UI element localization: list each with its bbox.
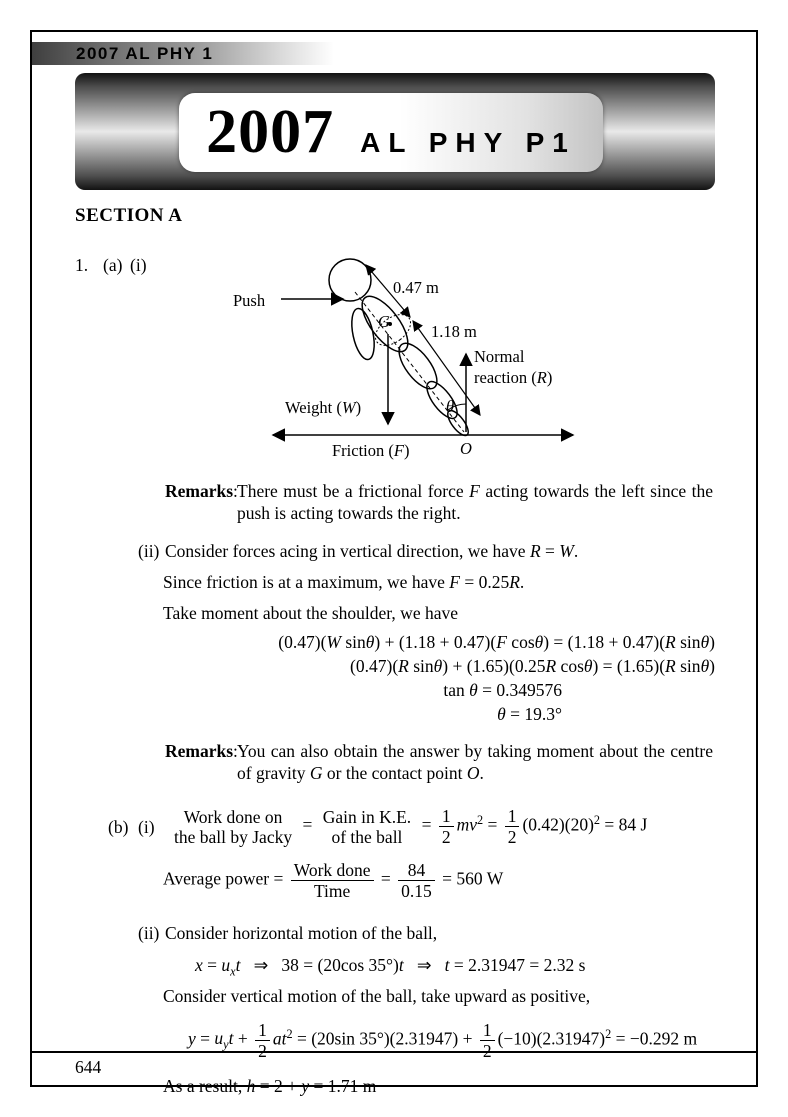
dimension-118-label: 1.18 m bbox=[431, 322, 477, 341]
remarks-2 bbox=[165, 740, 713, 784]
moment-equations bbox=[163, 630, 715, 726]
work-energy-equation: Work done on the ball by Jacky = Gain in K.E. of the ball = $\frac{1}{2}$ $mv^2$ = $\frac{1}{2}$ $(0.42)(20)^2 = 84$ J bbox=[174, 806, 648, 848]
question-subpart-i: (i) bbox=[130, 255, 147, 275]
remarks-1 bbox=[165, 480, 713, 524]
solution-vertical-line: Consider vertical motion of the ball, take upward as positive, bbox=[163, 985, 591, 1006]
remarks-label: Remarks: bbox=[165, 481, 238, 501]
push-label: Push bbox=[233, 291, 266, 310]
center-of-gravity-label: G bbox=[378, 312, 390, 331]
remarks-label-2: Remarks: bbox=[165, 741, 238, 761]
average-power-equation: Average power = $\frac{\text{Work done}}{\text{Time}}$ = $\frac{84}{0.15}$ = 560 W bbox=[163, 860, 504, 902]
arm bbox=[348, 306, 378, 361]
projectile-y-equation: $y = u_yt$ + $\frac{1}{2}$ $at^2 = (20\sin$ 35°)(2.31947) + $\frac{1}{2}$ $(-10)(2.31947)^2 = -0.292$ m bbox=[188, 1019, 698, 1061]
theta-label: θ bbox=[446, 397, 455, 416]
title-banner-text bbox=[206, 97, 576, 168]
solution-moment-line: Take moment about the shoulder, we have bbox=[163, 603, 458, 623]
question-1-row bbox=[75, 254, 713, 472]
dimension-047-label: 0.47 m bbox=[393, 278, 439, 297]
part-b-label: (b) bbox=[108, 816, 129, 837]
remarks-1-text: There must be a frictional force F acting towards the left since the push is acting towards the right. bbox=[237, 481, 714, 523]
gravity-center-outline bbox=[370, 308, 416, 351]
physics-diagram bbox=[233, 254, 605, 472]
torso-lower bbox=[392, 337, 444, 395]
solution-b-ii-row bbox=[138, 922, 713, 944]
head-circle bbox=[329, 259, 371, 301]
subpart-ii-label: (ii) bbox=[138, 541, 160, 561]
solution-friction-line: Since friction is at a maximum, we have F = 0.25R. bbox=[163, 572, 525, 592]
contact-point-label: O bbox=[460, 439, 472, 458]
remarks-2-text: You can also obtain the answer by taking moment about the centre of gravity G or the contact point O. bbox=[237, 741, 713, 783]
question-label bbox=[75, 254, 155, 276]
page-number: 644 bbox=[75, 1057, 102, 1077]
title-banner-panel bbox=[179, 93, 603, 172]
b-subpart-i-label: (i) bbox=[138, 816, 155, 837]
title-banner bbox=[75, 73, 715, 190]
normal-reaction-label: Normal reaction (R) bbox=[474, 347, 553, 387]
question-part-a: (a) bbox=[103, 255, 123, 275]
section-title: SECTION A bbox=[75, 205, 183, 226]
equation-1: (0.47)(W sinθ) + (1.18 + 0.47)(F cosθ) = (1.18 + 0.47)(R sinθ) bbox=[278, 632, 715, 652]
weight-label: Weight (W) bbox=[285, 398, 362, 417]
projectile-time-equation: $x = u_xt$ ⇒ 38 = (20cos 35°)t ⇒ t = 2.31947 = 2.32 s bbox=[195, 954, 586, 978]
equation-4: θ = 19.3° bbox=[497, 704, 562, 724]
b-subpart-ii-label: (ii) bbox=[138, 922, 160, 943]
document-content bbox=[32, 205, 756, 1097]
solution-a-ii-text: Consider forces acing in vertical direction, we have R = W. bbox=[165, 541, 579, 561]
solution-b-i-row bbox=[108, 806, 713, 847]
solution-b-ii-text: Consider horizontal motion of the ball, bbox=[165, 922, 438, 943]
friction-label: Friction (F) bbox=[332, 441, 410, 460]
header-strip-title: 2007 AL PHY 1 bbox=[76, 43, 214, 63]
question-number: 1. bbox=[75, 255, 89, 275]
result-line: As a result, h = 2 + y = 1.71 m bbox=[163, 1075, 377, 1096]
solution-a-ii-row bbox=[138, 540, 713, 562]
footer-rule bbox=[32, 1051, 756, 1053]
banner-title: AL PHY P1 bbox=[360, 127, 576, 158]
header-strip bbox=[32, 42, 334, 65]
leg bbox=[422, 377, 463, 423]
equation-3: tan θ = 0.349576 bbox=[443, 680, 562, 700]
banner-year: 2007 bbox=[206, 98, 335, 166]
equation-2: (0.47)(R sinθ) + (1.65)(0.25R cosθ) = (1.65)(R sinθ) bbox=[350, 656, 715, 676]
page-frame bbox=[30, 30, 758, 1096]
